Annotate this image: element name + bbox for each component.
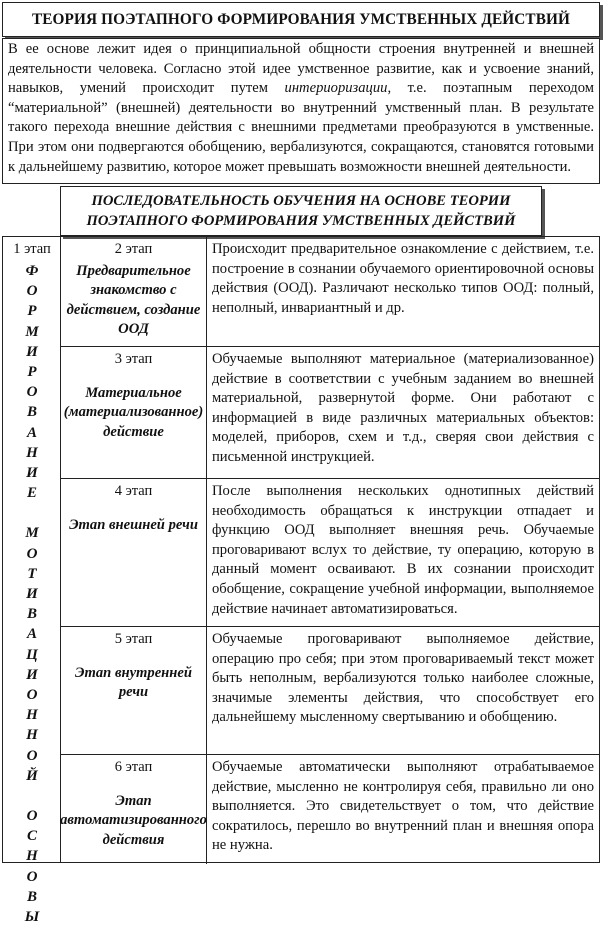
stage-4-title-cell <box>61 479 207 626</box>
stage-3-description: Обучаемые выполняют материальное (материализованное) действие в соответствии с учебным заданием во внешней материальной, развернутой форме. Они работают с информацией в виде различных материальных объектов: моделей, приборов, схем и т.д., сверяя свои действия с письменной инструкцией. <box>212 351 594 465</box>
stage-6-description-cell <box>207 755 599 864</box>
stage-1-letter: О <box>26 808 38 825</box>
stage-1-letter: А <box>26 626 37 643</box>
stage-3-number: 3 этап <box>114 351 153 367</box>
stage-5-title-cell <box>61 627 207 754</box>
stage-2-number: 2 этап <box>114 241 153 257</box>
stage-1-vertical-text <box>3 261 61 927</box>
stage-1-letter: С <box>26 828 37 845</box>
stage-1-letter: О <box>26 283 38 300</box>
stage-1-letter <box>30 503 34 523</box>
stage-1-letter: Ы <box>24 909 40 925</box>
stage-4-name: Этап внешней речи <box>69 516 198 533</box>
stage-1-letter: О <box>26 686 38 703</box>
stage-1-letter: М <box>25 525 39 542</box>
stage-5-description-cell <box>207 627 599 754</box>
intro-paragraph <box>8 40 594 177</box>
stage-1-letter: Ц <box>26 646 38 663</box>
stage-1-letter: О <box>26 545 38 562</box>
stage-5-description: Обучаемые проговаривают выполняемое действие, операцию про себя; при этом проговариваемый текст может быть неполным, вербализуются только наиболее сложные, значимые элементы действия, что способствует его дальнейшему мысленному свертыванию и обобщению. <box>212 631 594 726</box>
intro-box <box>2 38 600 184</box>
stage-6-description: Обучаемые автоматически выполняют отрабатываемое действие, мысленно не контролируя себя, правильно ли оно выполняется. Это свидетельствует о том, что действие сократилось, перешло во внутренний план и внешняя опора не нужна. <box>212 759 594 854</box>
intro-text-start: В ее основе лежит идея о принципиальной общности строения внутренней и внешней деятельности человека. Согласно этой идее умственное развитие, как и усвоение знаний, навыков, умений происходит путем <box>8 41 594 97</box>
intro-term: интериоризации <box>284 80 388 97</box>
stage-3-title-cell <box>61 347 207 478</box>
subtitle-line-1: ПОСЛЕДОВАТЕЛЬНОСТЬ ОБУЧЕНИЯ НА ОСНОВЕ ТЕОРИИ <box>91 193 511 209</box>
stage-1-letter: О <box>26 868 38 885</box>
stage-row-6 <box>61 755 599 864</box>
stage-2-title-cell <box>61 237 207 346</box>
stage-row-4 <box>61 479 599 627</box>
stage-row-5 <box>61 627 599 755</box>
stage-5-name: Этап внутренней речи <box>75 664 192 701</box>
stage-4-description-cell <box>207 479 599 626</box>
stage-2-description: Происходит предварительное ознакомление с действием, т.е. построение в сознании обучаемого ориентировочной основы действия (ООД). Различают несколько типов ООД: полный, неполный, инвариантный и др. <box>212 241 594 316</box>
stage-1-letter: Т <box>27 565 37 582</box>
stage-1-label: 1 этап <box>13 241 51 257</box>
stage-1-letter: В <box>26 606 37 623</box>
stage-6-number: 6 этап <box>114 759 153 775</box>
stage-1-letter: И <box>26 666 38 683</box>
stage-1-letter: О <box>26 384 38 401</box>
stage-1-letter: Н <box>26 444 38 461</box>
main-title: ТЕОРИЯ ПОЭТАПНОГО ФОРМИРОВАНИЯ УМСТВЕННЫХ ДЕЙСТВИЙ <box>31 10 571 28</box>
stage-1-letter: И <box>26 464 38 481</box>
stage-1-letter: Р <box>27 363 37 380</box>
stage-row-2 <box>61 237 599 347</box>
stage-1-letter: Е <box>26 485 37 502</box>
stage-6-title-cell <box>61 755 207 864</box>
stage-1-letter: И <box>26 343 38 360</box>
intro-text-end: , т.е. поэтапным переходом “материальной” (внешней) деятельности во внутренний умственный план. В результате такого перехода внешние действия с внешними предметами преобразуются в умственные. При этом они подвергаются обобщению, вербализуются, сокращаются, становятся готовыми к дальнейшему развитию, которое может превышать возможности внешней деятельности. <box>8 80 594 175</box>
stage-2-description-cell <box>207 237 599 346</box>
stage-2-name: Предварительное знакомство с действием, создание ООД <box>66 262 201 338</box>
stage-1-letter: Н <box>26 848 38 865</box>
stage-6-name: Этап автоматизированного действия <box>60 792 207 848</box>
stage-1-column <box>3 237 61 925</box>
stages-table <box>2 236 600 925</box>
stage-1-letter: В <box>26 404 37 421</box>
stage-1-letter: М <box>25 323 39 340</box>
stage-1-letter: Н <box>26 707 38 724</box>
stage-row-3 <box>61 347 599 479</box>
stage-1-letter: Ф <box>25 263 39 279</box>
stage-1-letter: Н <box>26 727 38 744</box>
stage-1-letter: О <box>26 747 38 764</box>
stage-1-letter: Р <box>27 303 37 320</box>
stage-5-number: 5 этап <box>114 631 153 647</box>
subtitle-box <box>60 186 542 236</box>
stage-1-letter: А <box>26 424 37 441</box>
stage-3-description-cell <box>207 347 599 478</box>
stage-1-letter <box>30 786 34 806</box>
stage-3-name: Материальное (материализованное) действие <box>63 384 204 440</box>
main-title-box <box>2 2 600 37</box>
subtitle-line-2: ПОЭТАПНОГО ФОРМИРОВАНИЯ УМСТВЕННЫХ ДЕЙСТВИЙ <box>86 213 516 229</box>
stage-1-letter: Й <box>26 767 38 784</box>
stage-1-letter: И <box>26 586 38 602</box>
stage-1-letter: В <box>26 888 37 905</box>
stage-4-number: 4 этап <box>114 483 153 499</box>
stage-4-description: После выполнения нескольких однотипных действий необходимость обращаться к инструкции отпадает и функцию ООД выполняет внешняя речь. Обучаемые проговаривают вслух то действие, ту операцию, которую в данный момент осваивают. В их сознании происходит обобщение, сокращение учебной информации, выполняемое действие начинает автоматизироваться. <box>212 483 594 617</box>
